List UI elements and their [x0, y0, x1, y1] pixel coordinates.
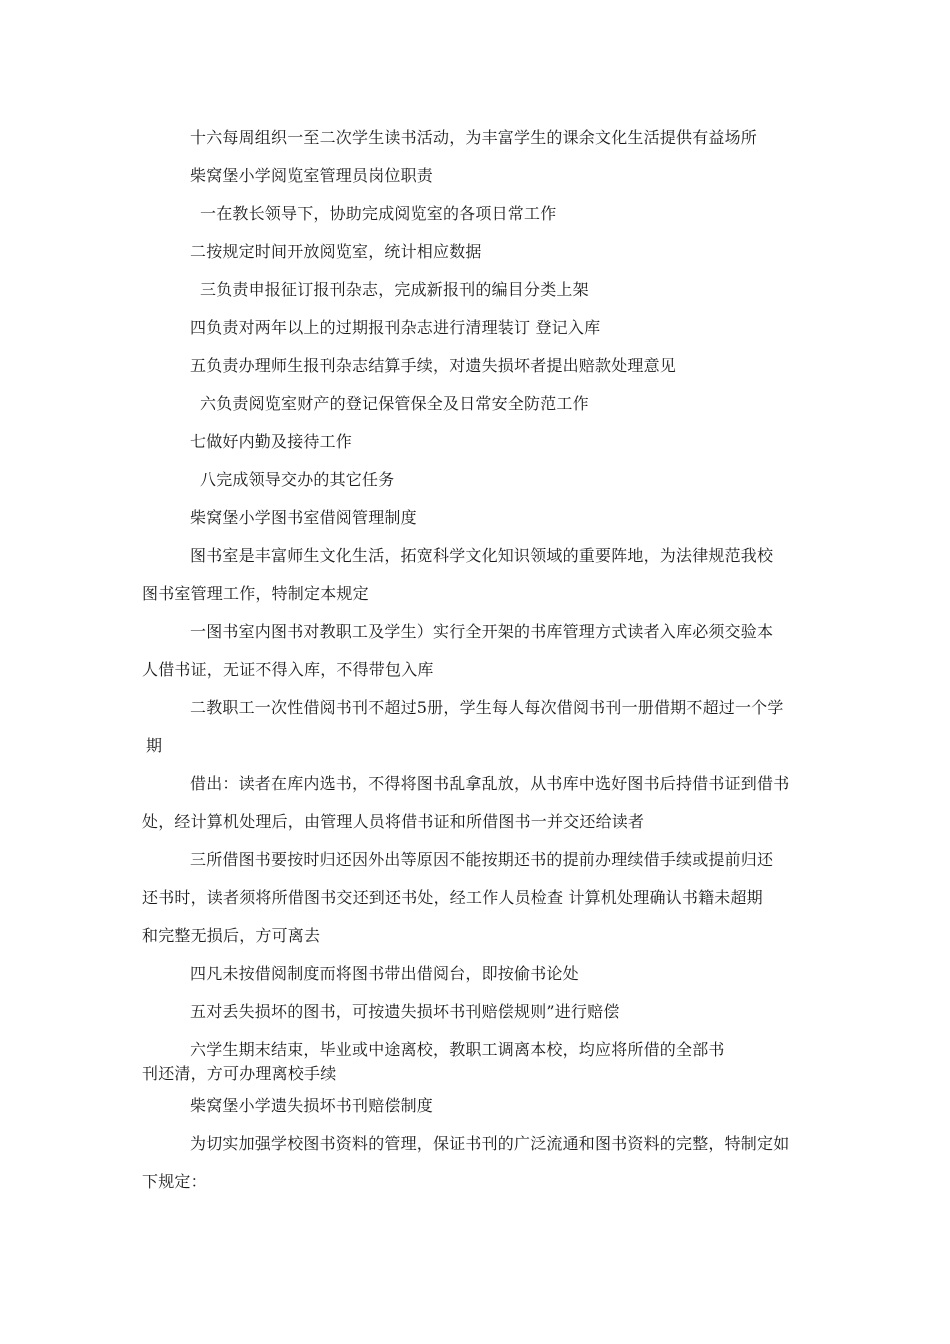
paragraph-line: 和完整无损后，方可离去	[142, 926, 321, 945]
paragraph-line: 五负责办理师生报刊杂志结算手续，对遗失损坏者提出赔款处理意见	[190, 356, 677, 375]
paragraph-line: 六学生期末结束，毕业或中途离校，教职工调离本校，均应将所借的全部书	[190, 1040, 725, 1059]
paragraph-line: 四凡未按借阅制度而将图书带出借阅台，即按偷书论处	[190, 964, 579, 983]
paragraph-line: 二按规定时间开放阅览室，统计相应数据	[190, 242, 482, 261]
paragraph-line: 七做好内勤及接待工作	[190, 432, 353, 451]
section-heading: 柴窝堡小学图书室借阅管理制度	[190, 508, 417, 527]
section-heading: 柴窝堡小学阅览室管理员岗位职责	[190, 166, 434, 185]
paragraph-line: 下规定：	[142, 1172, 207, 1191]
paragraph-line: 还书时，读者须将所借图书交还到还书处，经工作人员检查 计算机处理确认书籍未超期	[142, 888, 763, 907]
paragraph-line: 一图书室内图书对教职工及学生）实行全开架的书库管理方式读者入库必须交验本	[190, 622, 774, 641]
paragraph-line: 五对丢失损坏的图书，可按遗失损坏书刊赔偿规则”进行赔偿	[190, 1002, 620, 1021]
paragraph-line: 图书室是丰富师生文化生活，拓宽科学文化知识领域的重要阵地，为法律规范我校	[190, 546, 774, 565]
paragraph-line: 二教职工一次性借阅书刊不超过5册，学生每人每次借阅书刊一册借期不超过一个学	[190, 698, 784, 717]
paragraph-line: 十六每周组织一至二次学生读书活动，为丰富学生的课余文化生活提供有益场所	[190, 128, 758, 147]
paragraph-line: 一在教长领导下，协助完成阅览室的各项日常工作	[200, 204, 557, 223]
paragraph-line: 刊还清，方可办理离校手续	[142, 1064, 337, 1083]
paragraph-line: 六负责阅览室财产的登记保管保全及日常安全防范工作	[200, 394, 589, 413]
paragraph-line: 八完成领导交办的其它任务	[200, 470, 395, 489]
paragraph-line: 处，经计算机处理后，由管理人员将借书证和所借图书一并交还给读者	[142, 812, 645, 831]
paragraph-line: 期	[146, 736, 163, 755]
paragraph-line: 三所借图书要按时归还因外出等原因不能按期还书的提前办理续借手续或提前归还	[190, 850, 774, 869]
paragraph-line: 图书室管理工作，特制定本规定	[142, 584, 369, 603]
paragraph-line: 三负责申报征订报刊杂志，完成新报刊的编目分类上架	[200, 280, 589, 299]
paragraph-line: 为切实加强学校图书资料的管理，保证书刊的广泛流通和图书资料的完整，特制定如	[190, 1134, 790, 1153]
paragraph-line: 借出：读者在库内选书，不得将图书乱拿乱放，从书库中选好图书后持借书证到借书	[190, 774, 790, 793]
section-heading: 柴窝堡小学遗失损坏书刊赔偿制度	[190, 1096, 434, 1115]
paragraph-line: 人借书证，无证不得入库，不得带包入库	[142, 660, 434, 679]
paragraph-line: 四负责对两年以上的过期报刊杂志进行清理装订 登记入库	[190, 318, 601, 337]
